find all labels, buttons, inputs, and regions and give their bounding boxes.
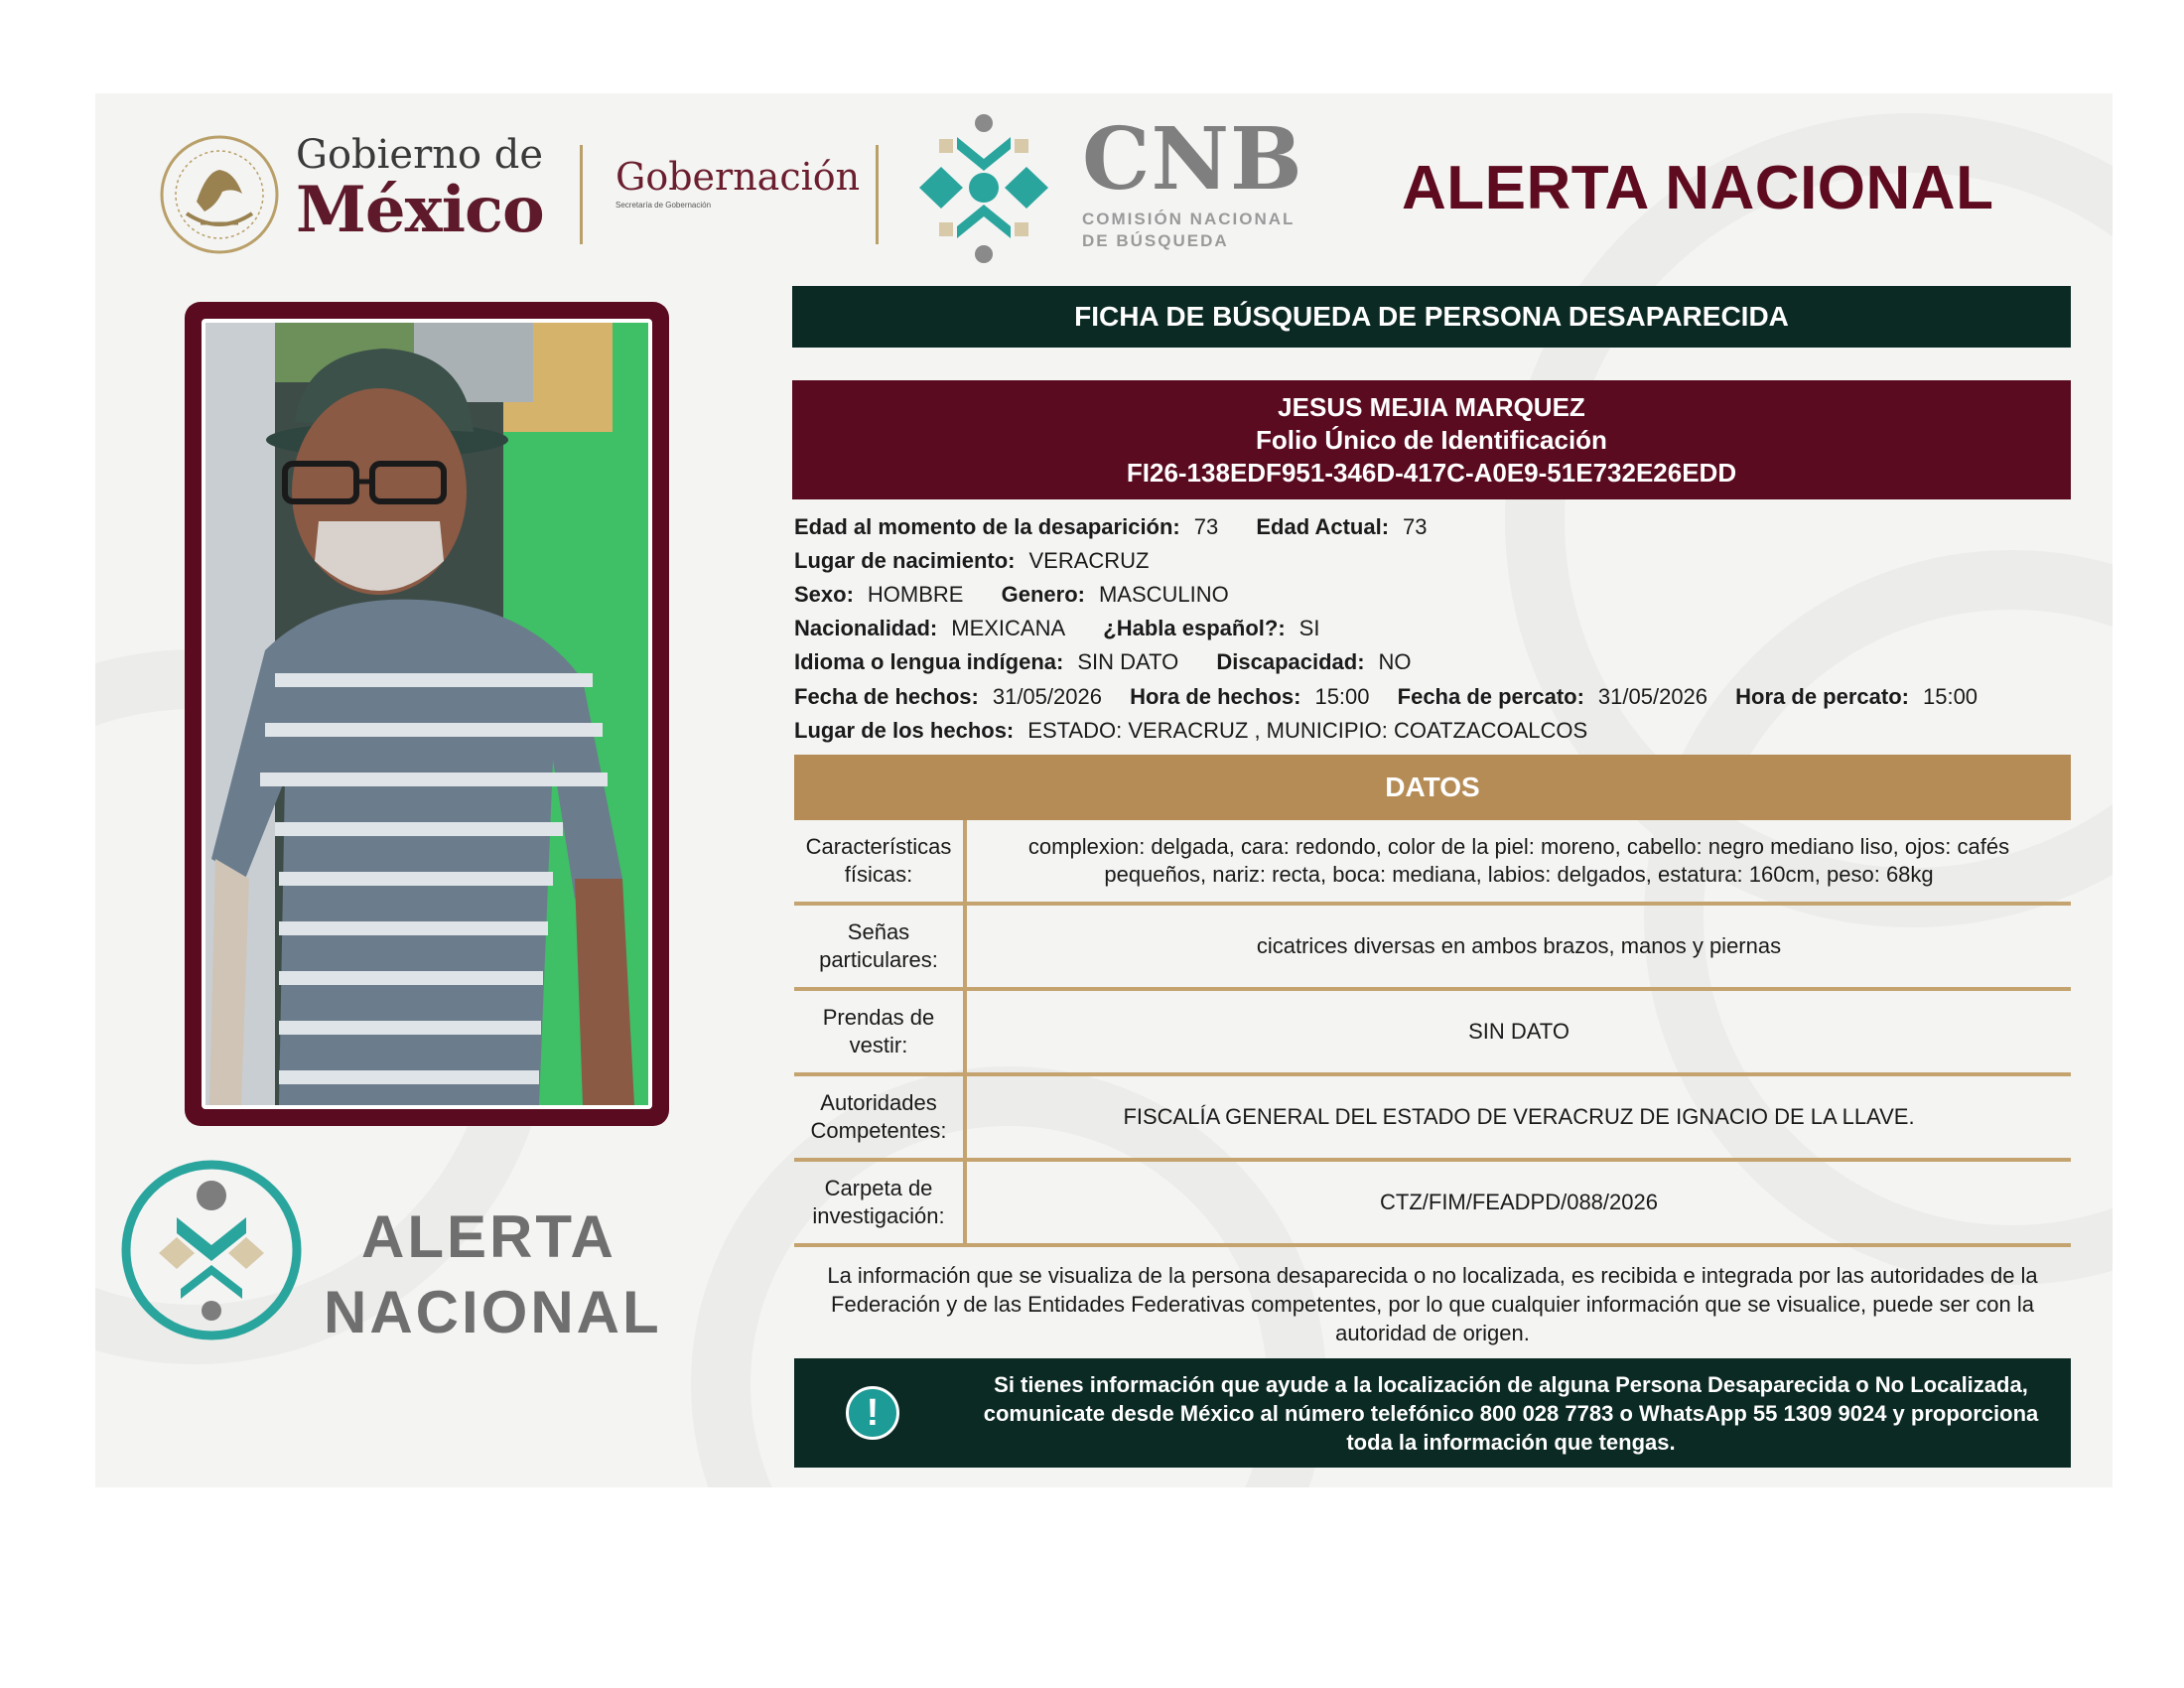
genero-label: Genero: xyxy=(1001,582,1085,607)
lugar-nacimiento-value: VERACRUZ xyxy=(1028,548,1150,573)
edad-desaparicion-value: 73 xyxy=(1193,514,1219,539)
datos-row-label: Señas particulares: xyxy=(794,906,967,987)
datos-row xyxy=(794,906,2071,991)
edad-desaparicion-label: Edad al momento de la desaparición: xyxy=(794,514,1180,539)
hora-percato-label: Hora de percato: xyxy=(1735,684,1909,709)
cnb-emblem-icon xyxy=(905,109,1062,266)
nacionalidad-label: Nacionalidad: xyxy=(794,616,938,640)
fecha-hechos-label: Fecha de hechos: xyxy=(794,684,979,709)
datos-row-value: SIN DATO xyxy=(1468,1019,1570,1044)
header-divider xyxy=(580,145,583,244)
sexo-value: HOMBRE xyxy=(867,582,964,607)
person-name: JESUS MEJIA MARQUEZ xyxy=(1278,392,1585,422)
habla-espanol-label: ¿Habla español?: xyxy=(1103,616,1286,640)
gobierno-top-text: Gobierno de xyxy=(296,132,544,178)
person-photo xyxy=(205,323,648,1105)
alerta-logo-line1: ALERTA xyxy=(361,1203,616,1270)
info-row-sexo xyxy=(794,582,1261,608)
datos-row xyxy=(794,1162,2071,1247)
gobernacion-title: Gobernación xyxy=(615,155,861,199)
hora-percato-value: 15:00 xyxy=(1922,684,1979,709)
edad-actual-value: 73 xyxy=(1403,514,1428,539)
national-seal-icon xyxy=(157,132,282,257)
datos-row-value: complexion: delgada, cara: redondo, color de la piel: moreno, cabello: negro mediano liso, ojos: cafés pequeños, nariz: recta, boca: mediana, labios: delgados, estatura: 160cm, peso: 68kg xyxy=(1027,834,2010,887)
sexo-label: Sexo: xyxy=(794,582,854,607)
datos-header: DATOS xyxy=(794,755,2071,820)
habla-espanol-value: SI xyxy=(1298,616,1320,640)
gobierno-mexico-text: México xyxy=(296,173,544,247)
nacionalidad-value: MEXICANA xyxy=(951,616,1066,640)
info-row-fechas xyxy=(794,684,1978,710)
datos-row-label: Autoridades Competentes: xyxy=(794,1076,967,1158)
cnb-logo-text xyxy=(1082,109,1303,252)
alerta-nacional-title: ALERTA NACIONAL xyxy=(1402,154,1994,222)
datos-table xyxy=(794,820,2071,1247)
fecha-percato-value: 31/05/2026 xyxy=(1597,684,1708,709)
header-divider xyxy=(876,145,879,244)
datos-row-label: Prendas de vestir: xyxy=(794,991,967,1072)
folio-label: Folio Único de Identificación xyxy=(1256,425,1607,455)
datos-row-value: cicatrices diversas en ambos brazos, manos y piernas xyxy=(1256,933,1782,958)
gobernacion-logo xyxy=(615,155,860,210)
lugar-hechos-label: Lugar de los hechos: xyxy=(794,718,1015,743)
gobernacion-subtitle: Secretaría de Gobernación xyxy=(615,201,712,210)
info-row-nacionalidad xyxy=(794,616,1351,641)
datos-row xyxy=(794,1076,2071,1162)
fecha-percato-label: Fecha de percato: xyxy=(1397,684,1584,709)
datos-row-label: Características físicas: xyxy=(794,820,967,902)
edad-actual-label: Edad Actual: xyxy=(1256,514,1390,539)
datos-row-label: Carpeta de investigación: xyxy=(794,1162,967,1243)
contact-message: Si tienes información que ayude a la localización de alguna Persona Desaparecida o No Localizada, comunicate desde México al número telefónico 800 028 7783 o WhatsApp 55 1309 9024 y proporciona toda la información que tengas. xyxy=(983,1372,2039,1455)
cnb-line1: COMISIÓN NACIONAL xyxy=(1082,210,1296,228)
discapacidad-value: NO xyxy=(1378,649,1412,674)
contact-banner xyxy=(794,1358,2071,1468)
alerta-nacional-emblem-icon xyxy=(119,1158,304,1342)
hora-hechos-value: 15:00 xyxy=(1314,684,1370,709)
cnb-acronym: CNB xyxy=(1082,109,1303,210)
discapacidad-label: Discapacidad: xyxy=(1216,649,1365,674)
exclamation-icon: ! xyxy=(846,1386,899,1440)
idioma-value: SIN DATO xyxy=(1077,649,1179,674)
fecha-hechos-value: 31/05/2026 xyxy=(992,684,1102,709)
hora-hechos-label: Hora de hechos: xyxy=(1130,684,1301,709)
datos-row-value: CTZ/FIM/FEADPD/088/2026 xyxy=(1380,1190,1658,1214)
lugar-nacimiento-label: Lugar de nacimiento: xyxy=(794,548,1016,573)
folio-value: FI26-138EDF951-346D-417C-A0E9-51E732E26EDD xyxy=(1126,458,1737,488)
person-photo-frame xyxy=(185,302,669,1126)
lugar-hechos-value: ESTADO: VERACRUZ , MUNICIPIO: COATZACOALCOS xyxy=(1027,718,1588,743)
person-header xyxy=(792,380,2071,499)
datos-row xyxy=(794,991,2071,1076)
info-row-lugar-hechos xyxy=(794,718,1619,744)
genero-value: MASCULINO xyxy=(1098,582,1229,607)
alerta-nacional-logo-text xyxy=(324,1199,662,1350)
cnb-line2: DE BÚSQUEDA xyxy=(1082,231,1229,250)
disclaimer-text: La información que se visualiza de la persona desaparecida o no localizada, es recibida e integrada por las autoridades de la Federación y de las Entidades Federativas competentes, por lo que cualquier información que se visualice, puede ser con la autoridad de origen. xyxy=(827,1263,2038,1345)
gobierno-de-mexico-logo xyxy=(296,132,544,247)
sheet-title: FICHA DE BÚSQUEDA DE PERSONA DESAPARECIDA xyxy=(792,286,2071,348)
info-row-edad xyxy=(794,514,1459,540)
idioma-label: Idioma o lengua indígena: xyxy=(794,649,1064,674)
info-row-nacimiento xyxy=(794,548,1181,574)
datos-row xyxy=(794,820,2071,906)
datos-row-value: FISCALÍA GENERAL DEL ESTADO DE VERACRUZ DE IGNACIO DE LA LLAVE. xyxy=(1123,1104,1915,1129)
info-row-idioma xyxy=(794,649,1443,675)
alerta-logo-line2: NACIONAL xyxy=(324,1279,662,1345)
